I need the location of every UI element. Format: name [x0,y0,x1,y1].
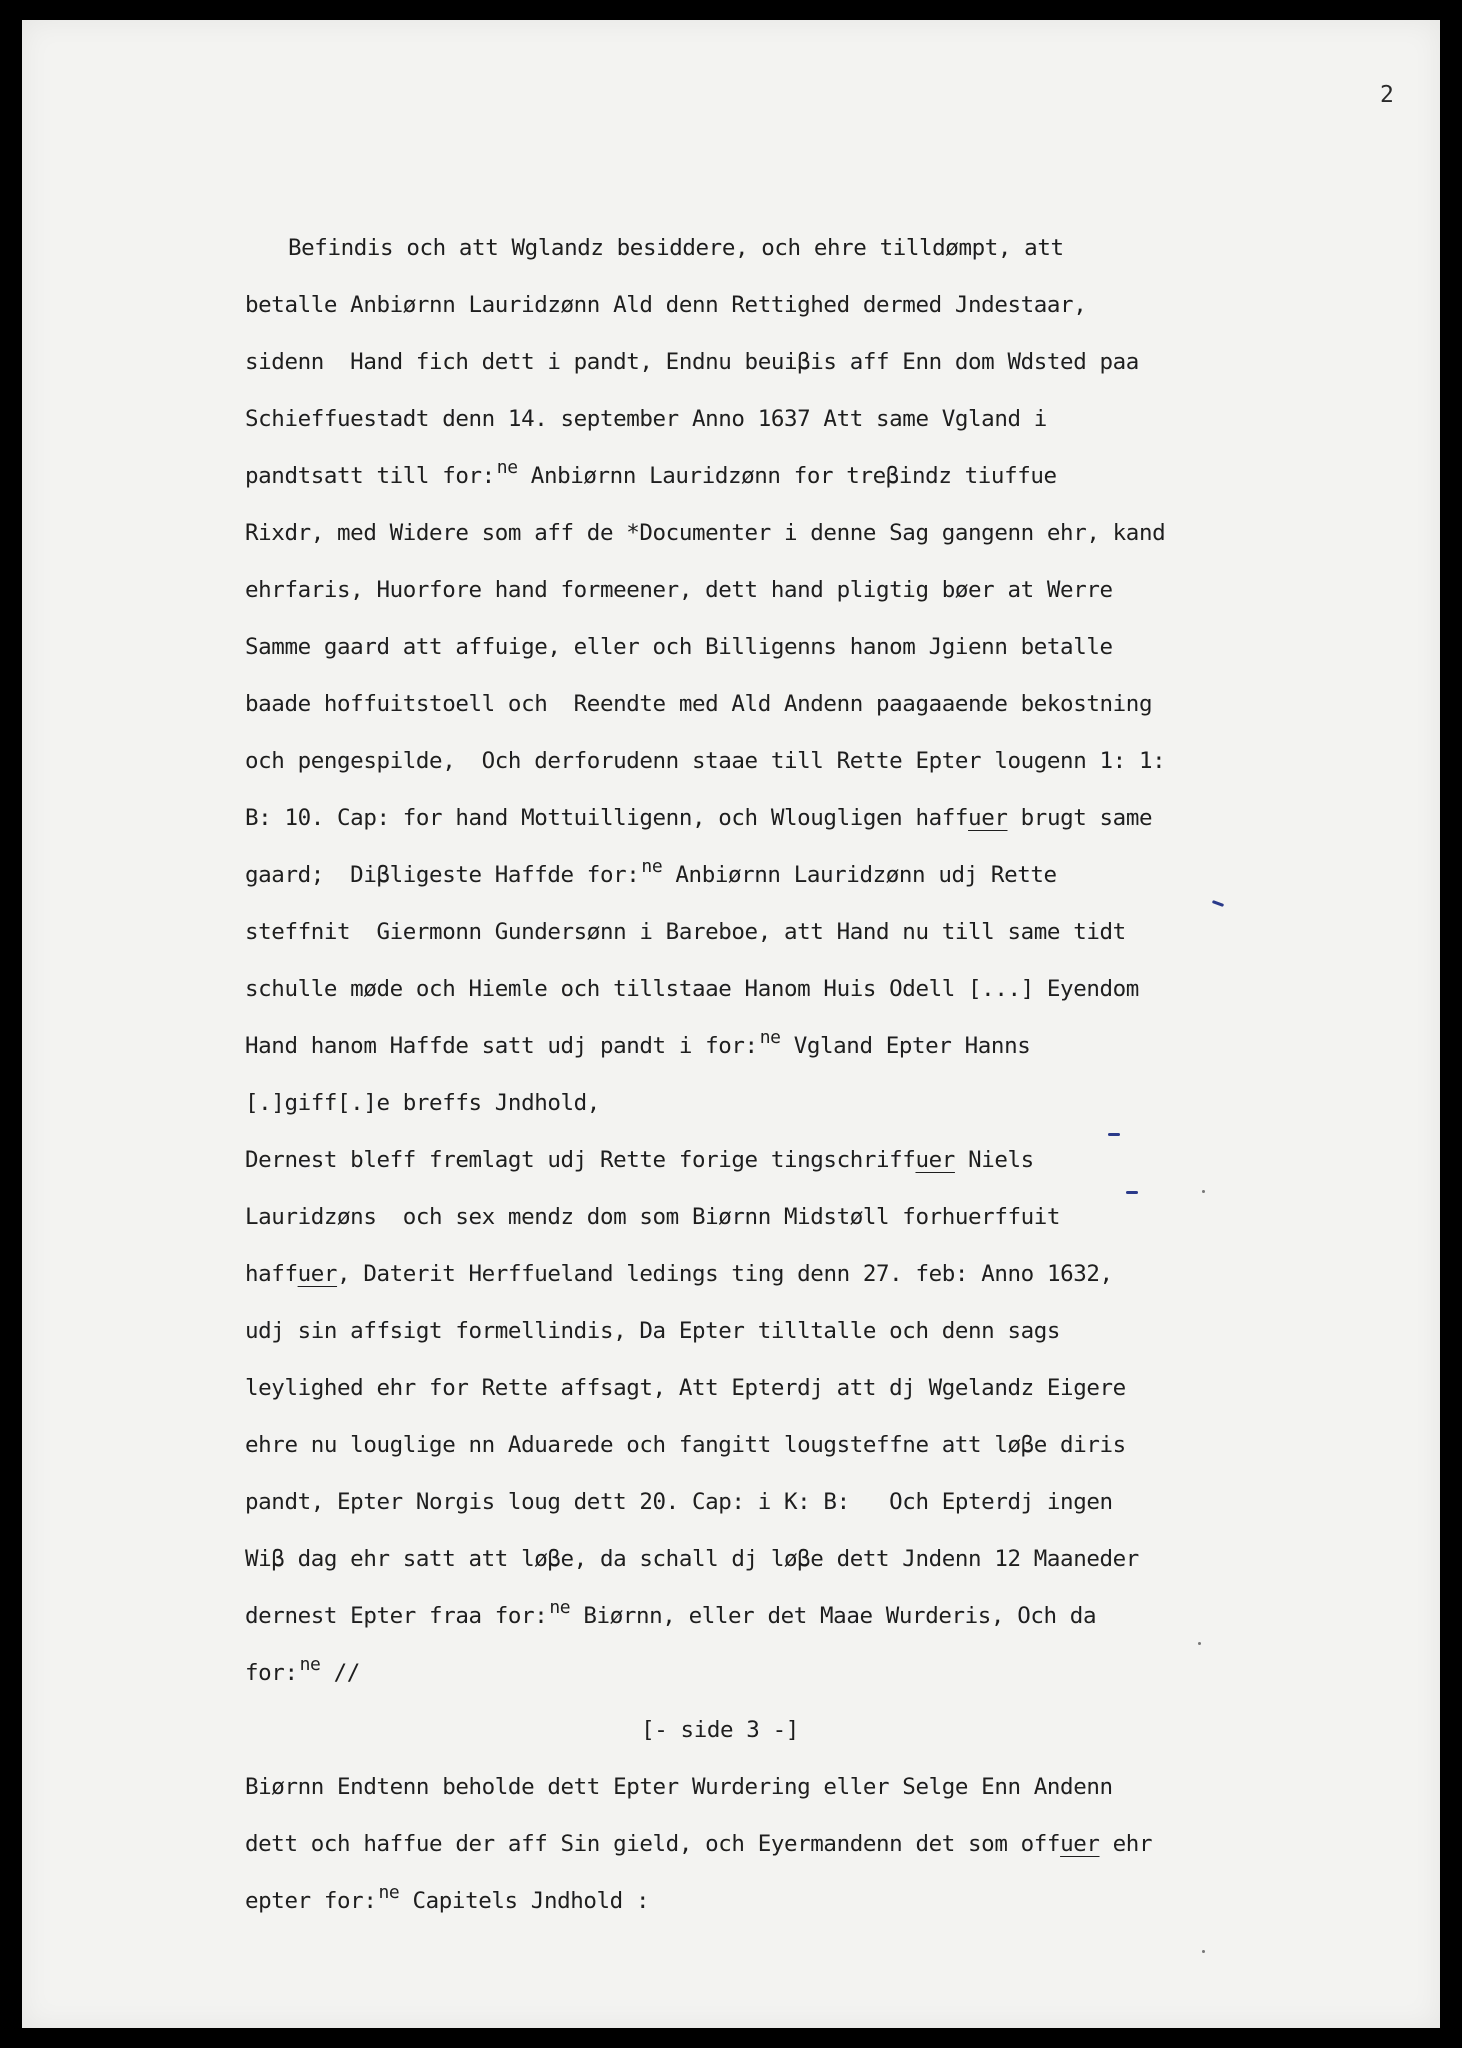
superscript-abbrev: ne [549,1597,571,1618]
text-line [245,790,1285,847]
superscript-abbrev: ne [641,856,663,877]
text-segment: epter for: [245,1888,377,1914]
transcription-body [245,220,1285,1930]
expanded-abbrev: uer [1060,1831,1100,1857]
page-break-marker [245,1702,1285,1759]
text-segment: // [320,1660,360,1686]
paper-speck [1202,1950,1205,1953]
text-line [245,391,1285,448]
margin-pen-mark [1108,1133,1120,1136]
superscript-abbrev: ne [378,1882,400,1903]
text-segment: steffnit Giermonn Gundersønn i Bareboe, att Hand nu till same tidt [245,919,1126,945]
expanded-abbrev: uer [968,805,1008,831]
text-segment: Biørnn Endtenn beholde dett Epter Wurdering eller Selge Enn Andenn [245,1774,1113,1800]
text-segment: Befindis och att Wglandz besiddere, och ehre tilldømpt, att [288,235,1064,261]
text-line [245,1018,1285,1075]
text-segment: haff [245,1261,298,1287]
text-segment: dernest Epter fraa for: [245,1603,548,1629]
text-segment: Anbiørnn Lauridzønn udj Rette [662,862,1057,888]
text-segment: pandtsatt till for: [245,463,495,489]
text-segment: gaard; Diβligeste Haffde for: [245,862,640,888]
text-segment: Schieffuestadt denn 14. september Anno 1637 Att same Vgland i [245,406,1047,432]
text-line [245,448,1285,505]
text-segment: , Daterit Herffueland ledings ting denn 27. feb: Anno 1632, [337,1261,1113,1287]
paper-speck [1202,1190,1205,1193]
text-line [245,505,1285,562]
text-line [245,1588,1285,1645]
text-segment: dett och haffue der aff Sin gield, och Eyermandenn det som off [245,1831,1061,1857]
text-line [245,847,1285,904]
superscript-abbrev: ne [496,457,518,478]
expanded-abbrev: uer [915,1147,955,1173]
paper-speck [1198,1642,1201,1645]
text-segment: ehre nu louglige nn Aduarede och fangitt lougsteffne att løβe diris [245,1432,1126,1458]
text-segment: Hand hanom Haffde satt udj pandt i for: [245,1033,758,1059]
text-segment: baade hoffuitstoell och Reendte med Ald Andenn paagaaende bekostning [245,691,1153,717]
text-segment: Anbiørnn Lauridzønn for treβindz tiuffue [517,463,1057,489]
text-segment: for: [245,1660,298,1686]
superscript-abbrev: ne [759,1027,781,1048]
text-line [245,1645,1285,1702]
text-segment: brugt same [1007,805,1153,831]
text-segment: betalle Anbiørnn Lauridzønn Ald denn Rettighed dermed Jndestaar, [245,292,1087,318]
text-segment: schulle møde och Hiemle och tillstaae Hanom Huis Odell [...] Eyendom [245,976,1139,1002]
text-line [245,1303,1285,1360]
text-segment: [- side 3 -] [641,1717,799,1743]
margin-pen-mark [1126,1191,1138,1194]
text-line [245,961,1285,1018]
text-segment: leylighed ehr for Rette affsagt, Att Epterdj att dj Wgelandz Eigere [245,1375,1126,1401]
text-segment: pandt, Epter Norgis loug dett 20. Cap: i K: B: Och Epterdj ingen [245,1489,1113,1515]
text-line [245,562,1285,619]
superscript-abbrev: ne [299,1654,321,1675]
text-line [245,220,1285,277]
text-line [245,277,1285,334]
text-segment: Samme gaard att affuige, eller och Billigenns hanom Jgienn betalle [245,634,1113,660]
text-segment: Lauridzøns och sex mendz dom som Biørnn Midstøll forhuerffuit [245,1204,1061,1230]
text-segment: sidenn Hand fich dett i pandt, Endnu beuiβis aff Enn dom Wdsted paa [245,349,1139,375]
text-line [245,904,1285,961]
text-line [245,1189,1285,1246]
text-line [245,1075,1285,1132]
text-line [245,619,1285,676]
text-segment: Capitels Jndhold : [399,1888,650,1914]
text-line [245,1417,1285,1474]
expanded-abbrev: uer [297,1261,338,1287]
text-line [245,1132,1285,1189]
text-line [245,1246,1285,1303]
text-segment: och pengespilde, Och derforudenn staae till Rette Epter lougenn 1: 1: [245,748,1166,774]
text-segment: B: 10. Cap: for hand Mottuilligenn, och Wlougligen haff [245,805,969,831]
text-line [245,733,1285,790]
text-segment: [.]giff[.]e breffs Jndhold, [245,1090,600,1116]
text-segment: ehrfaris, Huorfore hand formeener, dett hand pligtig bøer at Werre [245,577,1113,603]
text-line [245,1531,1285,1588]
text-line [245,1759,1285,1816]
text-segment: Rixdr, med Widere som aff de *Documenter i denne Sag gangenn ehr, kand [245,520,1166,546]
text-segment: Niels [954,1147,1034,1173]
text-segment: Vgland Epter Hanns [780,1033,1031,1059]
page-number: 2 [1380,82,1394,108]
text-segment: Dernest bleff fremlagt udj Rette forige tingschriff [245,1147,916,1173]
document-page [22,20,1440,2028]
text-line [245,334,1285,391]
text-segment: Biørnn, eller det Maae Wurderis, Och da [570,1603,1097,1629]
text-line [245,1873,1285,1930]
text-segment: Wiβ dag ehr satt att løβe, da schall dj løβe dett Jndenn 12 Maaneder [245,1546,1139,1572]
text-line [245,1474,1285,1531]
text-line [245,1360,1285,1417]
text-line [245,676,1285,733]
text-line [245,1816,1285,1873]
text-segment: udj sin affsigt formellindis, Da Epter tilltalle och denn sags [245,1318,1061,1344]
text-segment: ehr [1099,1831,1153,1857]
